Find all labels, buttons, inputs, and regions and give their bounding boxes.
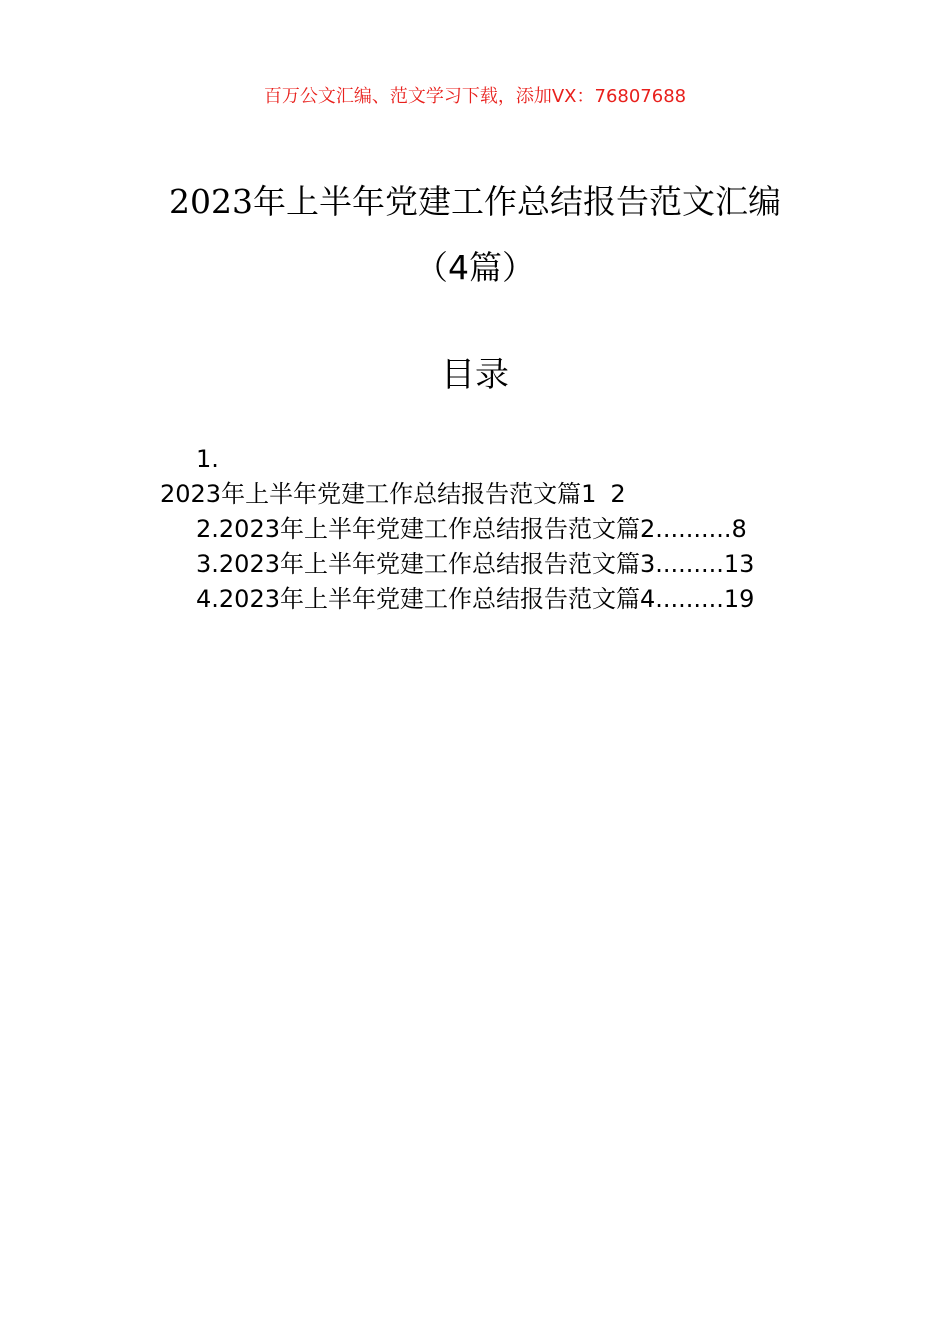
title-year: 2023 [169,182,253,221]
title-text: 年上半年党建工作总结报告范文汇编 [252,182,781,221]
toc-item-2[interactable]: 2.2023年上半年党建工作总结报告范文篇2..........8 [196,515,747,543]
document-subtitle: （4篇） [415,248,535,287]
header-note: 百万公文汇编、范文学习下载，添加VX：76807688 [263,86,687,107]
toc-item-1-page: 2 [610,480,626,508]
toc-item-1-number[interactable]: 1. [196,445,219,473]
toc-item-1-title: 2023年上半年党建工作总结报告范文篇1 [160,480,597,508]
toc-item-1[interactable] [160,477,626,511]
toc-heading: 目录 [441,355,509,395]
toc-item-3[interactable]: 3.2023年上半年党建工作总结报告范文篇3.........13 [196,550,755,578]
document-title [0,176,950,228]
toc-item-4[interactable]: 4.2023年上半年党建工作总结报告范文篇4.........19 [196,585,755,613]
